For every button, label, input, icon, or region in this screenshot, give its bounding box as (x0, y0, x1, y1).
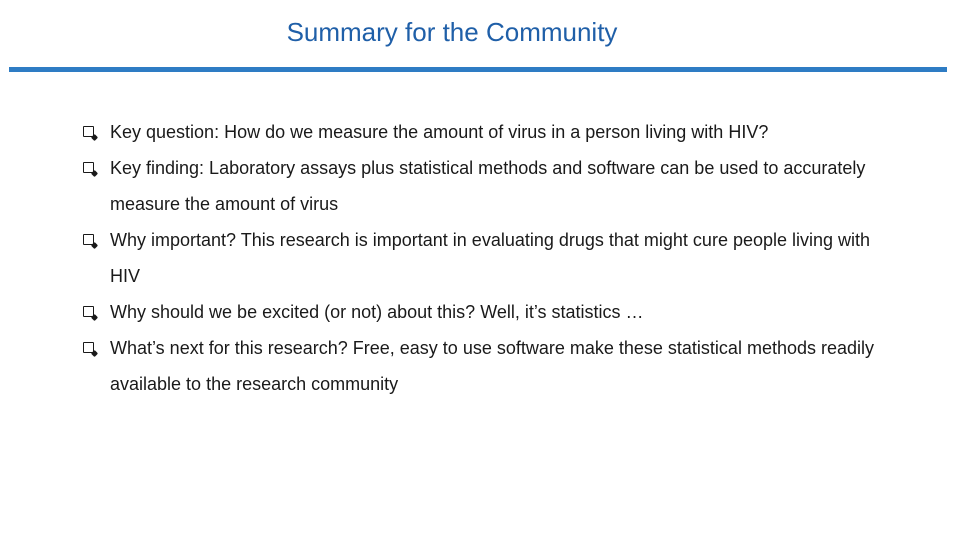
bullet-text: Key finding: Laboratory assays plus statistical methods and software can be used to accurately measure the amount of virus (110, 158, 866, 214)
q-bullet-icon (83, 126, 94, 137)
bullet-list (83, 114, 903, 402)
title-divider (9, 67, 947, 72)
bullet-text: Why important? This research is important in evaluating drugs that might cure people living with HIV (110, 230, 871, 286)
q-bullet-icon (83, 162, 94, 173)
bullet-text: What’s next for this research? Free, easy to use software make these statistical methods readily available to the research community (110, 338, 875, 394)
bullet-text: Key question: How do we measure the amount of virus in a person living with HIV? (110, 122, 769, 142)
bullet-item-key-question (83, 114, 903, 150)
q-bullet-icon (83, 234, 94, 245)
slide-title: Summary for the Community (286, 17, 618, 47)
bullet-item-why-important (83, 222, 903, 294)
q-bullet-icon (83, 306, 94, 317)
q-bullet-icon (83, 342, 94, 353)
bullet-item-key-finding (83, 150, 903, 222)
bullet-item-whats-next (83, 330, 903, 402)
bullet-item-why-excited (83, 294, 903, 330)
bullet-text: Why should we be excited (or not) about this? Well, it’s statistics … (110, 302, 644, 322)
